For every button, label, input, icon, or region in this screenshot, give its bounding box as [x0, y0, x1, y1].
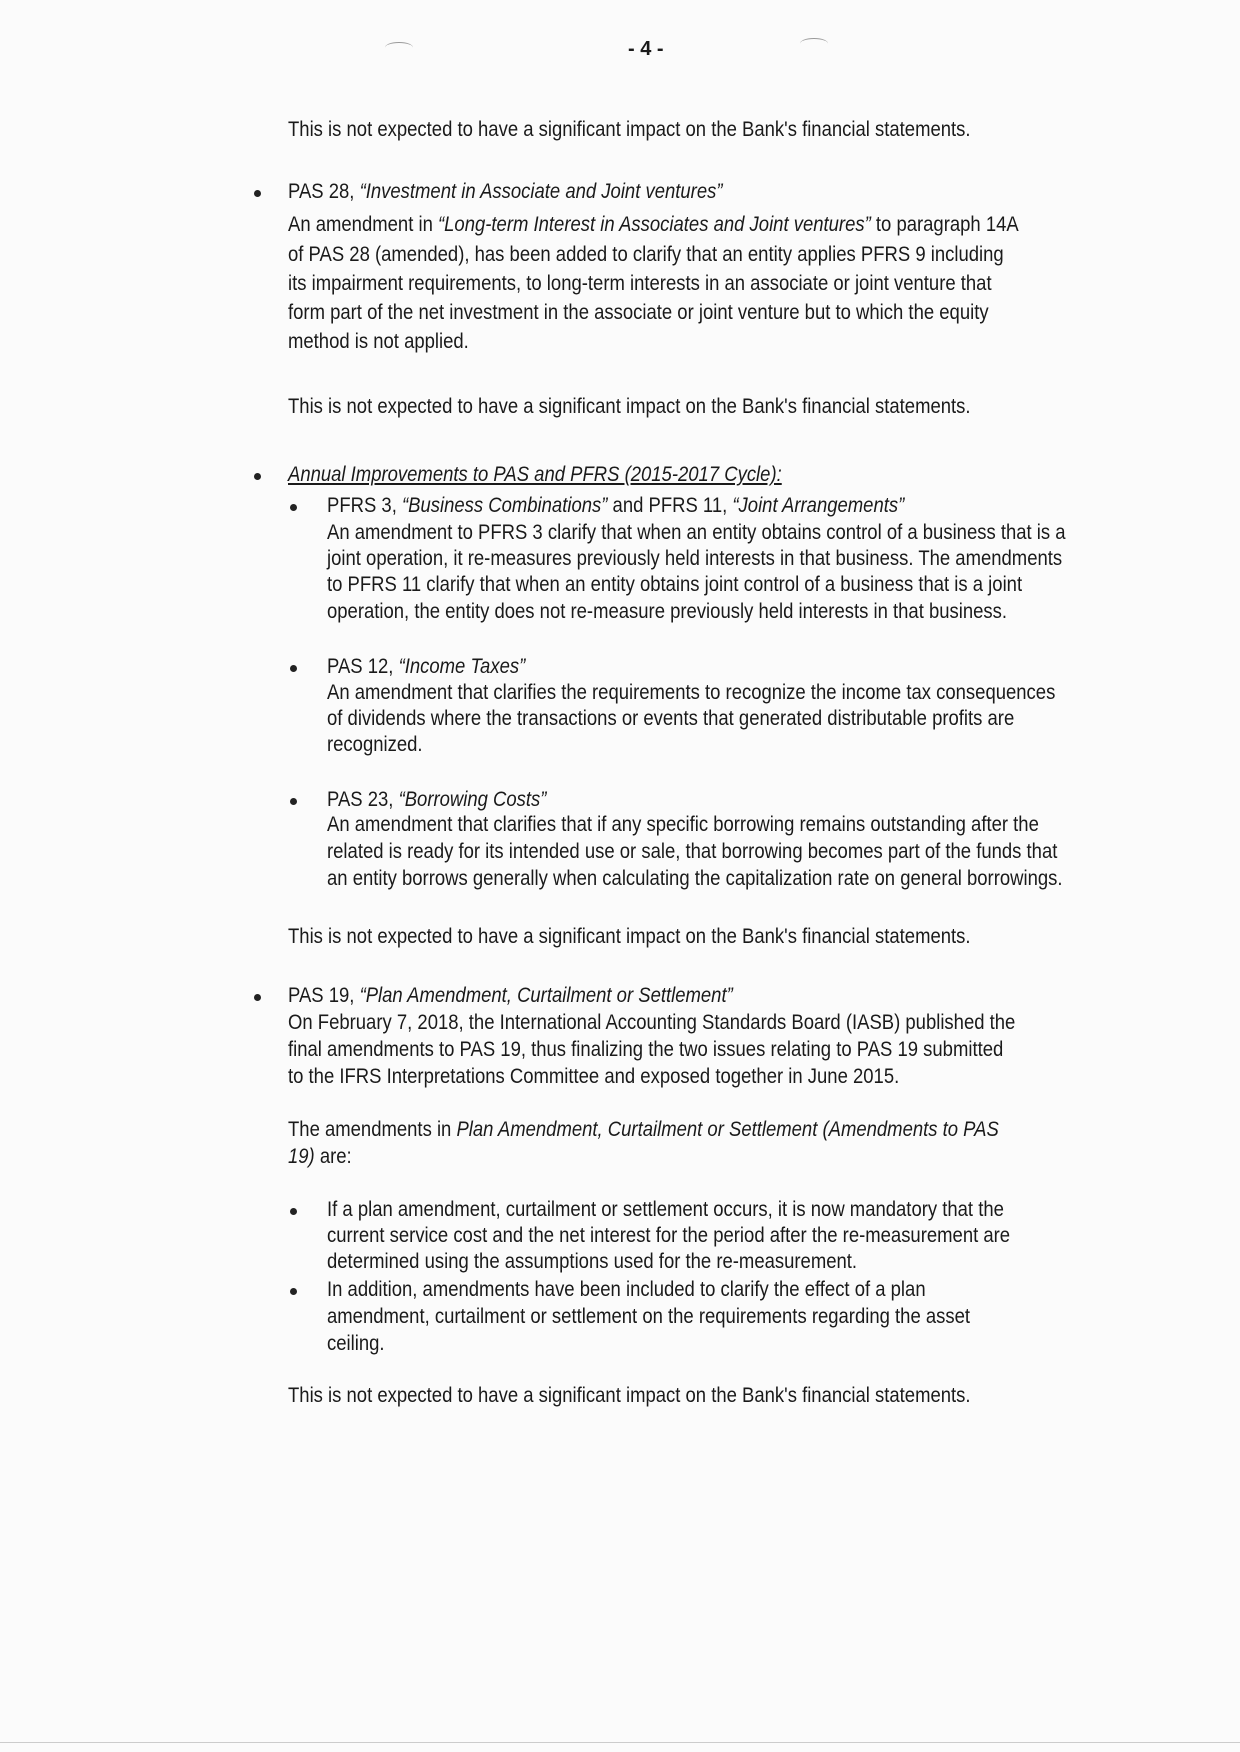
pas19-bullet-line: ceiling. [327, 1332, 385, 1355]
pas28-body-line: form part of the net investment in the associate or joint venture but to which the equity [288, 301, 989, 324]
bullet-icon [254, 473, 261, 480]
pas23-body-line: An amendment that clarifies that if any specific borrowing remains outstanding after the [327, 813, 1039, 836]
pas19-bullet-line: determined using the assumptions used for the re-measurement. [327, 1250, 858, 1273]
pfrs3-body-line: to PFRS 11 clarify that when an entity obtains joint control of a business that is a joint [327, 573, 1023, 596]
pas12-body-line: An amendment that clarifies the requirements to recognize the income tax consequences [327, 681, 1056, 704]
impact-statement: This is not expected to have a significant impact on the Bank's financial statements. [288, 118, 971, 141]
pas19-body-line: to the IFRS Interpretations Committee and exposed together in June 2015. [288, 1065, 900, 1088]
pas12-body-line: recognized. [327, 733, 423, 756]
pas19-intro-line: 19) are: [288, 1145, 352, 1168]
pas28-body-line: its impairment requirements, to long-term interests in an associate or joint venture that [288, 272, 992, 295]
scan-mark [800, 38, 828, 49]
pfrs3-body-line: An amendment to PFRS 3 clarify that when an entity obtains control of a business that is a [327, 521, 1066, 544]
impact-statement: This is not expected to have a significant impact on the Bank's financial statements. [288, 1384, 971, 1407]
pas19-body-line: final amendments to PAS 19, thus finalizing the two issues relating to PAS 19 submitted [288, 1038, 1004, 1061]
pas19-heading: PAS 19, “Plan Amendment, Curtailment or Settlement” [288, 984, 733, 1007]
bullet-icon [290, 798, 297, 805]
pas28-body-line: of PAS 28 (amended), has been added to clarify that an entity applies PFRS 9 including [288, 243, 1004, 266]
pas23-heading: PAS 23, “Borrowing Costs” [327, 788, 547, 811]
pas23-body-line: an entity borrows generally when calculating the capitalization rate on general borrowings. [327, 867, 1063, 890]
pfrs3-heading: PFRS 3, “Business Combinations” and PFRS 11, “Joint Arrangements” [327, 494, 905, 517]
pas19-bullet-line: amendment, curtailment or settlement on the requirements regarding the asset [327, 1305, 971, 1328]
bullet-icon [290, 1288, 297, 1295]
scan-edge-line [0, 1742, 1240, 1743]
pas28-body-line: method is not applied. [288, 330, 469, 353]
bullet-icon [290, 1208, 297, 1215]
pas19-bullet-line: current service cost and the net interest for the period after the re-measurement are [327, 1224, 1011, 1247]
pas19-bullet-line: In addition, amendments have been included to clarify the effect of a plan [327, 1278, 926, 1301]
bullet-icon [290, 504, 297, 511]
page-number: - 4 - [628, 38, 664, 60]
pas23-body-line: related is ready for its intended use or sale, that borrowing becomes part of the funds that [327, 840, 1058, 863]
pas19-bullet-line: If a plan amendment, curtailment or settlement occurs, it is now mandatory that the [327, 1198, 1004, 1221]
bullet-icon [254, 190, 261, 197]
annual-heading: Annual Improvements to PAS and PFRS (2015-2017 Cycle): [288, 463, 782, 486]
pas12-body-line: of dividends where the transactions or events that generated distributable profits are [327, 707, 1015, 730]
pas19-intro-line: The amendments in Plan Amendment, Curtailment or Settlement (Amendments to PAS [288, 1118, 999, 1141]
bullet-icon [254, 994, 261, 1001]
pfrs3-body-line: joint operation, it re-measures previously held interests in that business. The amendments [327, 547, 1063, 570]
impact-statement: This is not expected to have a significant impact on the Bank's financial statements. [288, 925, 971, 948]
pfrs3-body-line: operation, the entity does not re-measure previously held interests in that business. [327, 600, 1008, 623]
pas12-heading: PAS 12, “Income Taxes” [327, 655, 526, 678]
impact-statement: This is not expected to have a significant impact on the Bank's financial statements. [288, 395, 971, 418]
scan-mark [385, 42, 413, 53]
bullet-icon [290, 665, 297, 672]
pas28-heading: PAS 28, “Investment in Associate and Joint ventures” [288, 180, 723, 203]
pas28-body-line: An amendment in “Long-term Interest in Associates and Joint ventures” to paragraph 14A [288, 213, 1019, 236]
pas19-body-line: On February 7, 2018, the International Accounting Standards Board (IASB) published the [288, 1011, 1016, 1034]
